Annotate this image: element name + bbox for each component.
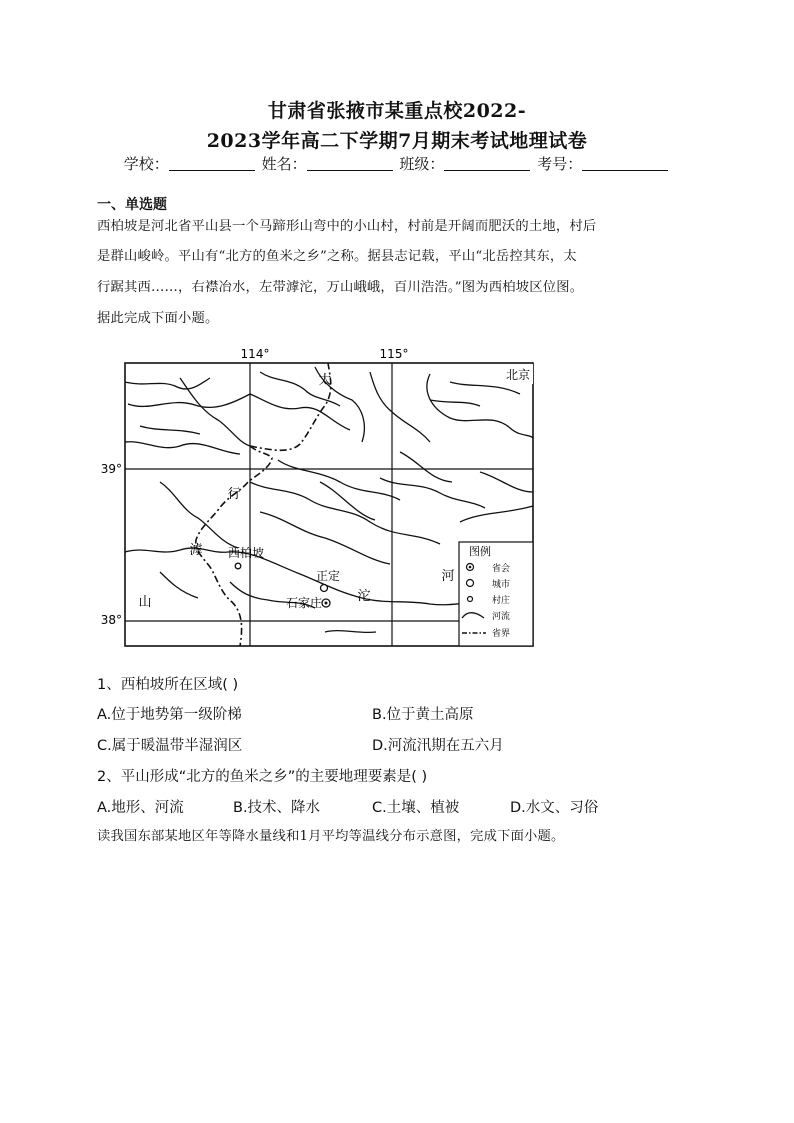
passage-1-line-2: 是群山峻岭。平山有“北方的鱼米之乡”之称。据县志记载，平山“北岳控其东，太	[97, 249, 577, 264]
q1-option-b[interactable]: B.位于黄土高原	[372, 707, 474, 723]
legend-river-label: 河流	[492, 612, 511, 622]
lat-label-39: 39°	[100, 462, 122, 476]
number-label: 考号：	[537, 155, 583, 173]
legend-boundary-label: 省界	[492, 629, 511, 639]
village-icon	[468, 597, 473, 602]
passage-2: 读我国东部某地区年等降水量线和1月平均等温线分布示意图，完成下面小题。	[97, 829, 565, 844]
zhengding-city-marker	[321, 585, 328, 592]
label-beijing: 北京	[505, 368, 531, 382]
river	[140, 426, 200, 434]
class-blank[interactable]	[444, 156, 530, 171]
class-label: 班级：	[399, 155, 445, 173]
label-he: 河	[441, 569, 455, 584]
title-line-1: 甘肃省张掖市某重点校2022-	[267, 100, 527, 122]
legend-city-label: 城市	[492, 580, 511, 590]
lon-label-115: 115°	[379, 347, 409, 361]
city-icon	[467, 580, 474, 587]
label-hu: 滹	[189, 543, 203, 558]
river	[325, 631, 376, 633]
river	[260, 512, 390, 564]
q1-option-d[interactable]: D.河流汛期在五六月	[372, 738, 504, 754]
label-tuo: 沱	[357, 589, 371, 604]
xibaipo-village-marker	[235, 563, 241, 569]
river	[160, 572, 198, 598]
label-shijiazhuang: 石家庄	[285, 596, 323, 610]
school-blank[interactable]	[169, 156, 255, 171]
xibaipo-location-map	[100, 342, 550, 654]
question-1-stem: 1、西柏坡所在区域( )	[97, 677, 239, 693]
river	[370, 372, 430, 442]
number-blank[interactable]	[582, 156, 668, 171]
label-tai: 太	[318, 373, 332, 388]
river	[320, 482, 375, 520]
river	[128, 394, 250, 407]
lon-label-114: 114°	[240, 347, 270, 361]
q2-option-c[interactable]: C.土壤、植被	[372, 800, 460, 816]
label-xibaipo: 西柏坡	[227, 546, 265, 560]
q1-option-c[interactable]: C.属于暖温带半湿润区	[97, 738, 243, 754]
student-info-row	[0, 153, 794, 174]
river	[380, 478, 485, 508]
passage-1-line-3: 行踞其西……，右襟冶水，左带滹沱，万山峨峨，百川浩浩。”图为西柏坡区位图。	[97, 280, 584, 295]
shijiazhuang-capital-marker	[325, 602, 328, 605]
legend-village-label: 村庄	[492, 596, 511, 606]
label-hang: 行	[227, 487, 241, 502]
section-heading: 一、单选题	[97, 197, 167, 213]
river	[460, 506, 533, 522]
q1-option-a[interactable]: A.位于地势第一级阶梯	[97, 707, 242, 723]
q2-option-d[interactable]: D.水文、习俗	[510, 800, 599, 816]
name-label: 姓名：	[261, 155, 307, 173]
lat-label-38: 38°	[100, 613, 122, 627]
river	[160, 482, 241, 548]
legend-capital-label: 省会	[492, 564, 511, 574]
river	[125, 442, 240, 454]
question-2-stem: 2、平山形成“北方的鱼米之乡”的主要地理要素是( )	[97, 769, 428, 785]
title-line-2: 2023学年高二下学期7月期末考试地理试卷	[206, 130, 588, 152]
label-shan: 山	[138, 595, 152, 610]
passage-1-line-1: 西柏坡是河北省平山县一个马蹄形山弯中的小山村，村前是开阔而肥沃的土地，村后	[97, 219, 597, 234]
name-blank[interactable]	[307, 156, 393, 171]
legend-title: 图例	[469, 545, 491, 558]
q2-option-b[interactable]: B.技术、降水	[233, 800, 321, 816]
river	[250, 394, 350, 430]
q2-option-a[interactable]: A.地形、河流	[97, 800, 184, 816]
river	[250, 482, 440, 544]
river	[400, 452, 452, 482]
school-label: 学校：	[123, 155, 169, 173]
map-legend	[459, 542, 533, 646]
river	[430, 400, 480, 406]
label-zhengding: 正定	[315, 569, 341, 583]
passage-1-line-4: 据此完成下面小题。	[97, 311, 219, 326]
river	[125, 378, 210, 389]
river	[480, 472, 533, 492]
